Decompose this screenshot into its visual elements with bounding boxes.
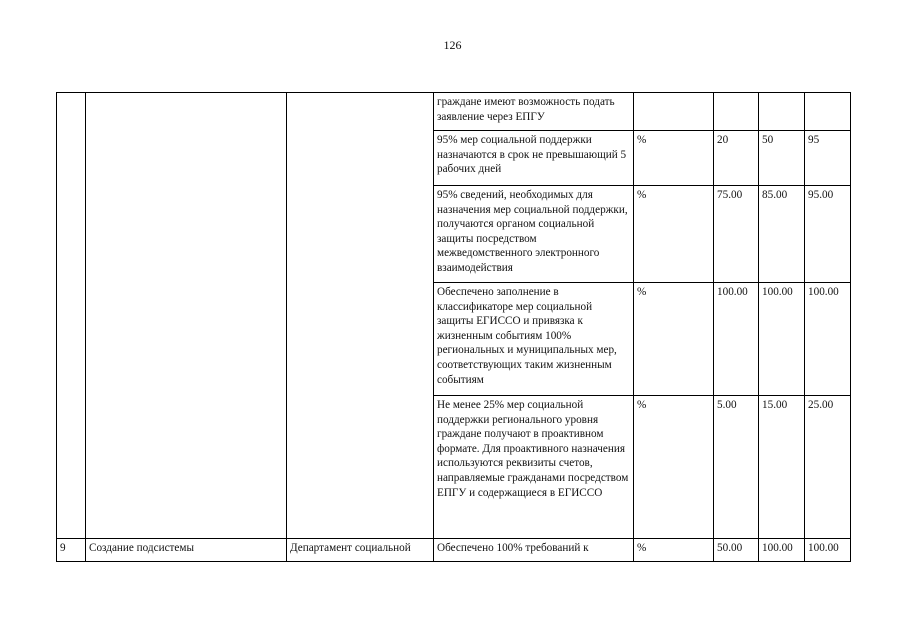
row-number-cell: 9	[57, 539, 86, 562]
value-year1-cell: 50.00	[714, 539, 759, 562]
measures-table	[56, 92, 851, 562]
indicator-cell: Обеспечено заполнение в классификаторе мер социальной защиты ЕГИССО и привязка к жизненным событиям 100% региональных и муниципальных мер, соответствующих таким жизненным событиям	[434, 283, 634, 396]
indicator-cell: Не менее 25% мер социальной поддержки регионального уровня граждане получают в проактивном формате. Для проактивного назначения используются реквизиты счетов, направляемые гражданами посредством ЕПГУ и содержащиеся в ЕГИССО	[434, 396, 634, 539]
value-year3-cell	[805, 93, 851, 131]
indicator-cell: Обеспечено 100% требований к	[434, 539, 634, 562]
unit-cell: %	[634, 539, 714, 562]
value-year1-cell: 20	[714, 131, 759, 186]
value-year1-cell	[714, 93, 759, 131]
value-year2-cell: 15.00	[759, 396, 805, 539]
value-year1-cell: 5.00	[714, 396, 759, 539]
unit-cell: %	[634, 283, 714, 396]
value-year2-cell: 100.00	[759, 283, 805, 396]
responsible-cell: Департамент социальной	[287, 539, 434, 562]
value-year2-cell: 50	[759, 131, 805, 186]
unit-cell	[634, 93, 714, 131]
value-year3-cell: 95.00	[805, 186, 851, 283]
value-year2-cell	[759, 93, 805, 131]
value-year3-cell: 95	[805, 131, 851, 186]
value-year3-cell: 100.00	[805, 539, 851, 562]
row-number-cell	[57, 93, 86, 539]
value-year2-cell: 100.00	[759, 539, 805, 562]
unit-cell: %	[634, 396, 714, 539]
value-year1-cell: 75.00	[714, 186, 759, 283]
indicator-cell: 95% мер социальной поддержки назначаются в срок не превышающий 5 рабочих дней	[434, 131, 634, 186]
table-row	[57, 93, 851, 131]
value-year3-cell: 25.00	[805, 396, 851, 539]
page-number: 126	[443, 38, 462, 52]
value-year3-cell: 100.00	[805, 283, 851, 396]
table-row	[57, 539, 851, 562]
indicator-cell: 95% сведений, необходимых для назначения мер социальной поддержки, получаются органом социальной защиты посредством межведомственного электронного взаимодействия	[434, 186, 634, 283]
value-year2-cell: 85.00	[759, 186, 805, 283]
measure-name-cell: Создание подсистемы	[86, 539, 287, 562]
indicator-cell: граждане имеют возможность подать заявление через ЕПГУ	[434, 93, 634, 131]
value-year1-cell: 100.00	[714, 283, 759, 396]
measure-name-cell	[86, 93, 287, 539]
unit-cell: %	[634, 186, 714, 283]
unit-cell: %	[634, 131, 714, 186]
responsible-cell	[287, 93, 434, 539]
